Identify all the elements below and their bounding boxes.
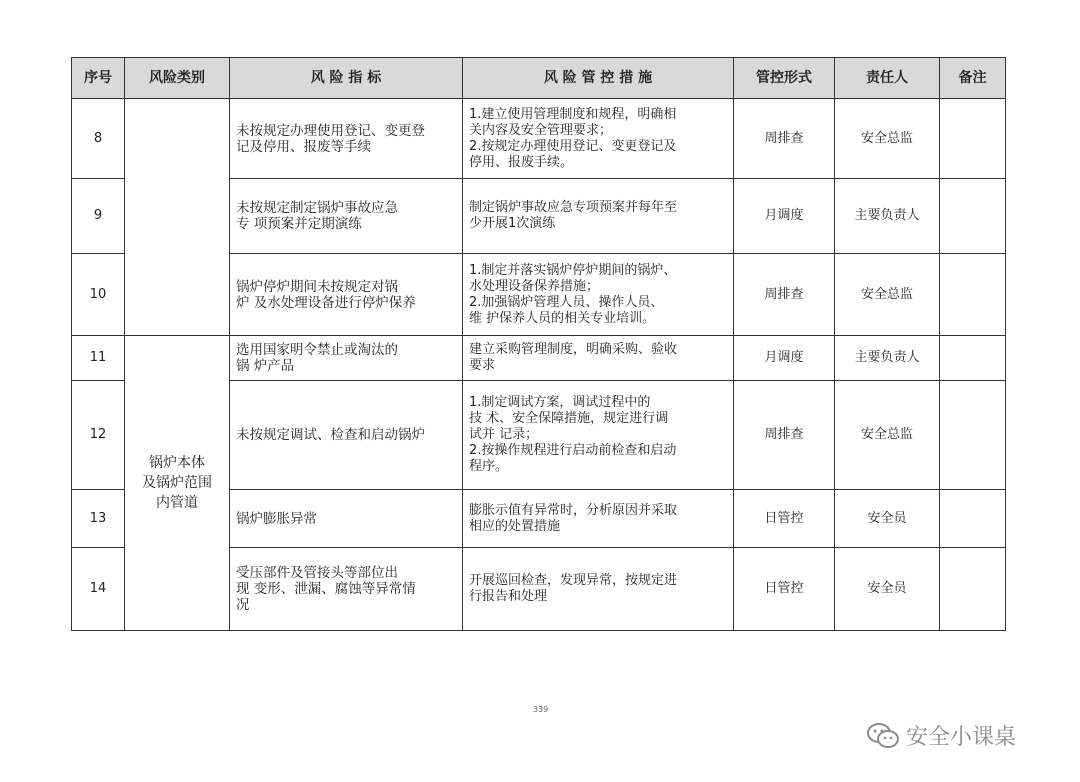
row-note	[940, 490, 1006, 548]
header-indicator: 风 险 指 标	[230, 58, 463, 99]
row-indicator: 未按规定调试、检查和启动锅炉	[230, 381, 463, 490]
row-no: 9	[72, 179, 125, 254]
wechat-icon	[866, 722, 900, 750]
header-no: 序号	[72, 58, 125, 99]
table-row	[72, 99, 1006, 179]
row-measure: 1.建立使用管理制度和规程，明确相 关内容及安全管理要求； 2.按规定办理使用登记、变更登记及 停用、报废手续。	[463, 99, 734, 179]
table-row	[72, 336, 1006, 381]
row-indicator: 未按规定制定锅炉事故应急 专 项预案并定期演练	[230, 179, 463, 254]
row-indicator: 锅炉停炉期间未按规定对锅 炉 及水处理设备进行停炉保养	[230, 254, 463, 336]
row-note	[940, 548, 1006, 631]
header-form: 管控形式	[734, 58, 835, 99]
row-note	[940, 381, 1006, 490]
watermark	[866, 720, 1016, 751]
row-measure: 1.制定调试方案，调试过程中的 技 术、安全保障措施，规定进行调 试并 记录； 2.按操作规程进行启动前检查和启动 程序。	[463, 381, 734, 490]
row-owner: 安全员	[835, 548, 940, 631]
row-form: 日管控	[734, 548, 835, 631]
row-measure: 开展巡回检查，发现异常，按规定进 行报告和处理	[463, 548, 734, 631]
risk-table	[71, 57, 1006, 631]
header-measure: 风 险 管 控 措 施	[463, 58, 734, 99]
row-owner: 主要负责人	[835, 179, 940, 254]
row-note	[940, 179, 1006, 254]
row-note	[940, 99, 1006, 179]
row-indicator: 锅炉膨胀异常	[230, 490, 463, 548]
header-category: 风险类别	[125, 58, 230, 99]
row-indicator: 未按规定办理使用登记、变更登 记及停用、报废等手续	[230, 99, 463, 179]
watermark-text: 安全小课桌	[906, 725, 1017, 750]
row-no: 13	[72, 490, 125, 548]
row-note	[940, 336, 1006, 381]
row-no: 8	[72, 99, 125, 179]
row-owner: 安全总监	[835, 381, 940, 490]
row-indicator: 受压部件及管接头等部位出 现 变形、泄漏、腐蚀等异常情 况	[230, 548, 463, 631]
page-number: 339	[533, 705, 549, 714]
category-cell-empty	[125, 99, 230, 336]
row-no: 12	[72, 381, 125, 490]
row-measure: 膨胀示值有异常时，分析原因并采取 相应的处置措施	[463, 490, 734, 548]
row-no: 11	[72, 336, 125, 381]
row-form: 日管控	[734, 490, 835, 548]
row-measure: 制定锅炉事故应急专项预案并每年至 少开展1次演练	[463, 179, 734, 254]
row-form: 周排查	[734, 254, 835, 336]
header-owner: 责任人	[835, 58, 940, 99]
category-cell: 锅炉本体 及锅炉范围 内管道	[125, 336, 230, 631]
row-measure: 1.制定并落实锅炉停炉期间的锅炉、 水处理设备保养措施； 2.加强锅炉管理人员、操作人员、 维 护保养人员的相关专业培训。	[463, 254, 734, 336]
row-owner: 安全总监	[835, 254, 940, 336]
row-form: 月调度	[734, 179, 835, 254]
row-form: 周排查	[734, 381, 835, 490]
row-owner: 安全总监	[835, 99, 940, 179]
row-form: 周排查	[734, 99, 835, 179]
row-indicator: 选用国家明令禁止或淘汰的 锅 炉产品	[230, 336, 463, 381]
row-no: 10	[72, 254, 125, 336]
row-owner: 安全员	[835, 490, 940, 548]
row-measure: 建立采购管理制度，明确采购、验收 要求	[463, 336, 734, 381]
row-no: 14	[72, 548, 125, 631]
row-note	[940, 254, 1006, 336]
row-owner: 主要负责人	[835, 336, 940, 381]
row-form: 月调度	[734, 336, 835, 381]
header-row	[72, 58, 1006, 99]
header-note: 备注	[940, 58, 1006, 99]
